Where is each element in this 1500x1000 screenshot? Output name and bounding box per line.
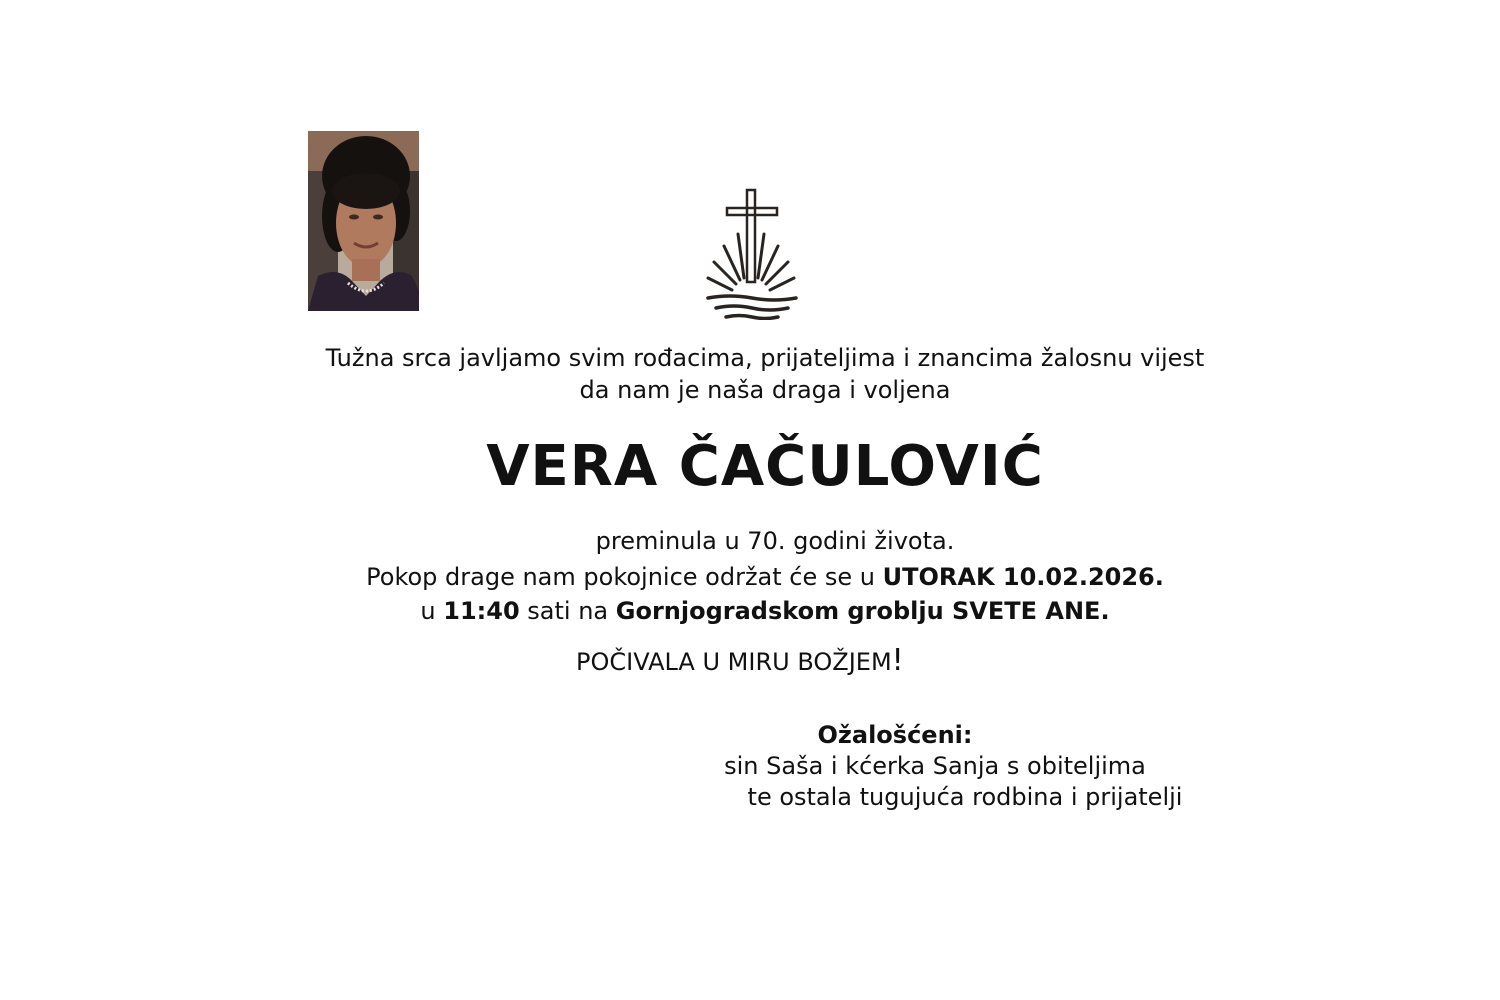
- age-line: preminula u 70. godini života.: [595, 527, 955, 555]
- mourners-label: Ožalošćeni:: [817, 721, 973, 749]
- rip-text: POČIVALA U MIRU BOŽJEM: [576, 648, 892, 676]
- announcement-intro: [0, 342, 1500, 406]
- rest-in-peace: [576, 644, 904, 679]
- rip-mark: !: [891, 643, 904, 678]
- deceased-photo: [308, 131, 419, 311]
- funeral-place-line: [0, 594, 1500, 628]
- funeral-date-line: [0, 560, 1500, 594]
- deceased-name: VERA ČAČULOVIĆ: [486, 434, 1044, 499]
- cross-sunrise-icon: [700, 186, 804, 320]
- time-middle: sati na: [519, 597, 616, 625]
- intro-line-1: Tužna srca javljamo svim rođacima, prijateljima i znancima žalosnu vijest: [325, 344, 1205, 372]
- intro-line-2: da nam je naša draga i voljena: [579, 376, 951, 404]
- time-prefix: u: [420, 597, 444, 625]
- mourners-line-2: te ostala tugujuća rodbina i prijatelji: [747, 783, 1183, 811]
- mourners-line-1: sin Saša i kćerka Sanja s obiteljima: [724, 752, 1146, 780]
- funeral-time: 11:40: [443, 597, 520, 625]
- funeral-day-date: UTORAK 10.02.2026.: [882, 563, 1164, 591]
- funeral-place: Gornjogradskom groblju SVETE ANE.: [615, 597, 1110, 625]
- mourners-block: [560, 720, 1210, 813]
- funeral-prefix: Pokop drage nam pokojnice održat će se u: [366, 563, 883, 591]
